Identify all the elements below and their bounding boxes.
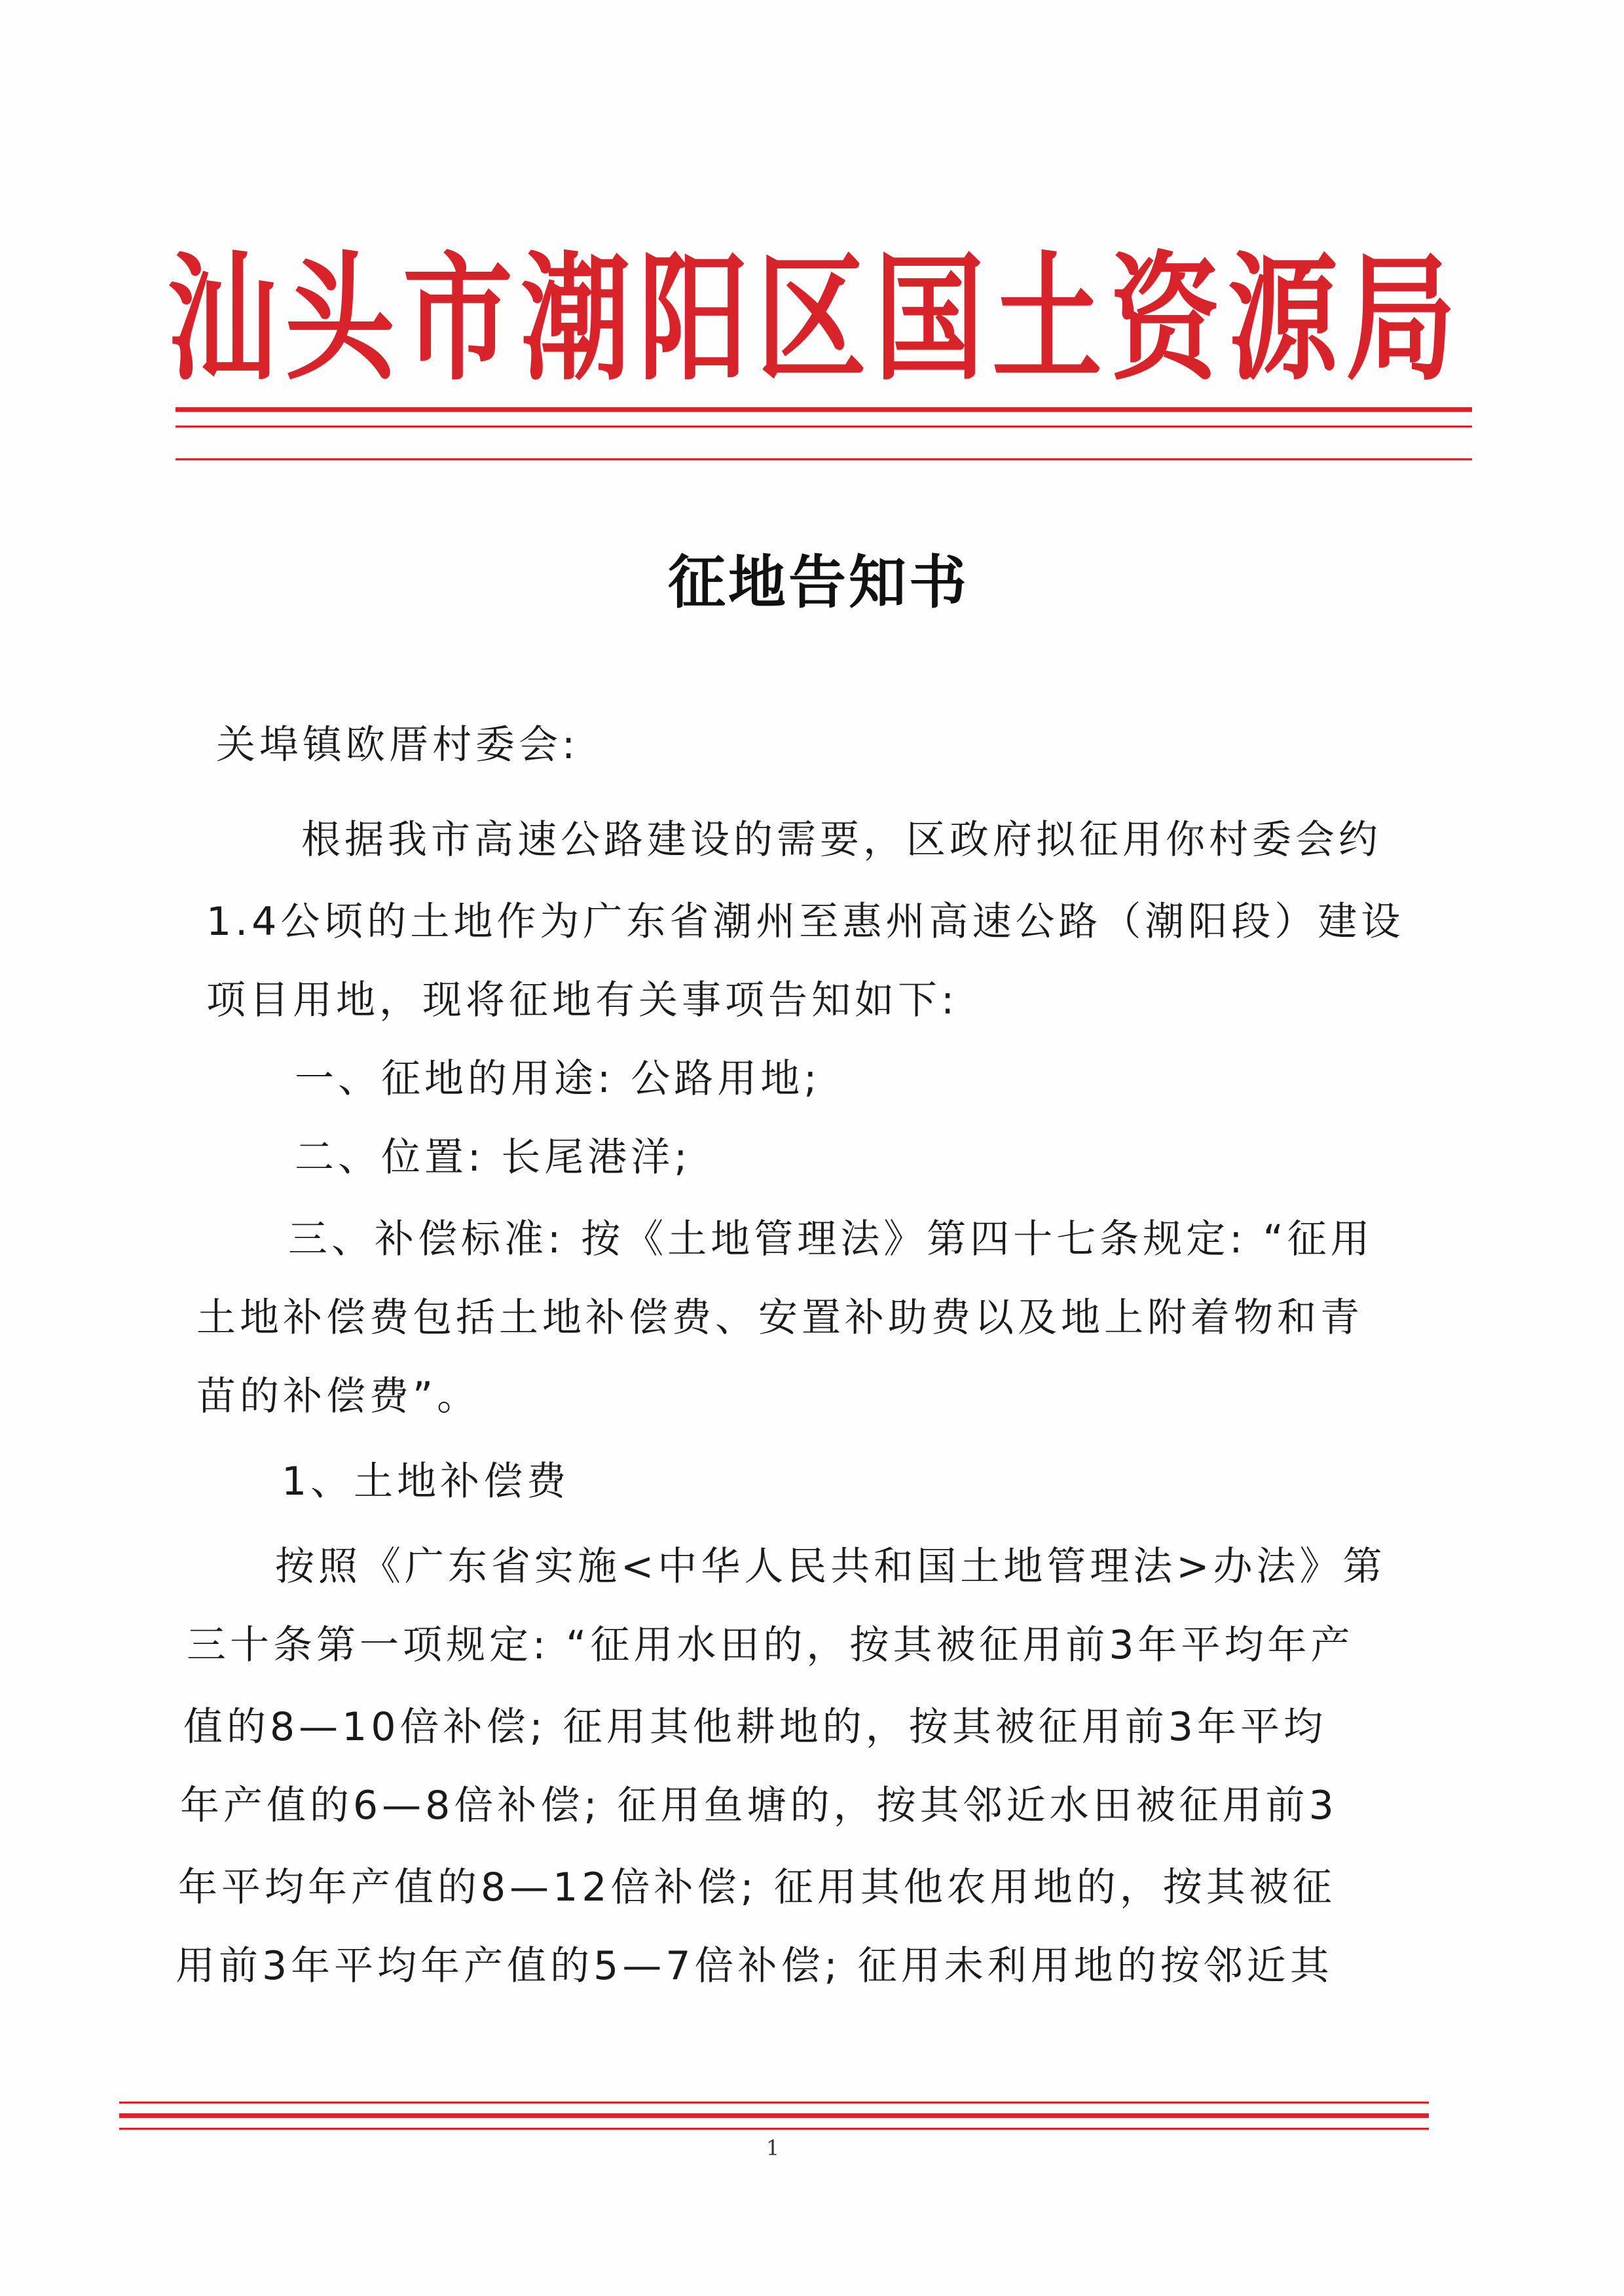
header-rule-thin-2 bbox=[175, 458, 1472, 460]
org-letterhead: 汕头市潮阳区国土资源局 bbox=[167, 236, 1464, 399]
paragraph-line: 1.4公顷的土地作为广东省潮州至惠州高速公路（潮阳段）建设 bbox=[206, 899, 1405, 945]
paragraph-line: 土地补偿费包括土地补偿费、安置补助费以及地上附着物和青 bbox=[196, 1295, 1363, 1341]
page-number: 1 bbox=[766, 2136, 780, 2160]
footer-rule-thin bbox=[119, 2102, 1429, 2104]
header-rule-thin bbox=[175, 426, 1472, 428]
paragraph-line: 苗的补偿费”。 bbox=[196, 1374, 481, 1419]
paragraph-line: 三、补偿标准: 按《土地管理法》第四十七条规定: “征用 bbox=[288, 1216, 1374, 1262]
footer-rule-thin-2 bbox=[119, 2128, 1429, 2130]
header-rule-thick bbox=[175, 407, 1472, 412]
footer-rule-thick bbox=[119, 2113, 1429, 2118]
paragraph-line: 项目用地，现将征地有关事项告知如下: bbox=[206, 977, 959, 1023]
paragraph-line: 1、土地补偿费 bbox=[282, 1459, 570, 1504]
document-title: 征地告知书 bbox=[667, 548, 969, 616]
paragraph-line: 年产值的6—8倍补偿; 征用鱼塘的，按其邻近水田被征用前3 bbox=[180, 1783, 1338, 1829]
addressee: 关埠镇欧厝村委会: bbox=[216, 722, 580, 768]
paragraph-line: 用前3年平均年产值的5—7倍补偿; 征用未利用地的按邻近其 bbox=[175, 1943, 1333, 1989]
paragraph-line: 值的8—10倍补偿; 征用其他耕地的，按其被征用前3年平均 bbox=[183, 1704, 1327, 1750]
paragraph-line: 年平均年产值的8—12倍补偿; 征用其他农用地的，按其被征 bbox=[178, 1865, 1336, 1910]
paragraph-line: 根据我市高速公路建设的需要，区政府拟征用你村委会约 bbox=[301, 817, 1382, 863]
paragraph-line: 按照《广东省实施<中华人民共和国土地管理法>办法》第 bbox=[275, 1544, 1386, 1590]
paragraph-line: 二、位置: 长尾港洋; bbox=[295, 1135, 692, 1180]
paragraph-line: 三十条第一项规定: “征用水田的，按其被征用前3年平均年产 bbox=[187, 1622, 1354, 1668]
paragraph-line: 一、征地的用途: 公路用地; bbox=[295, 1056, 821, 1102]
